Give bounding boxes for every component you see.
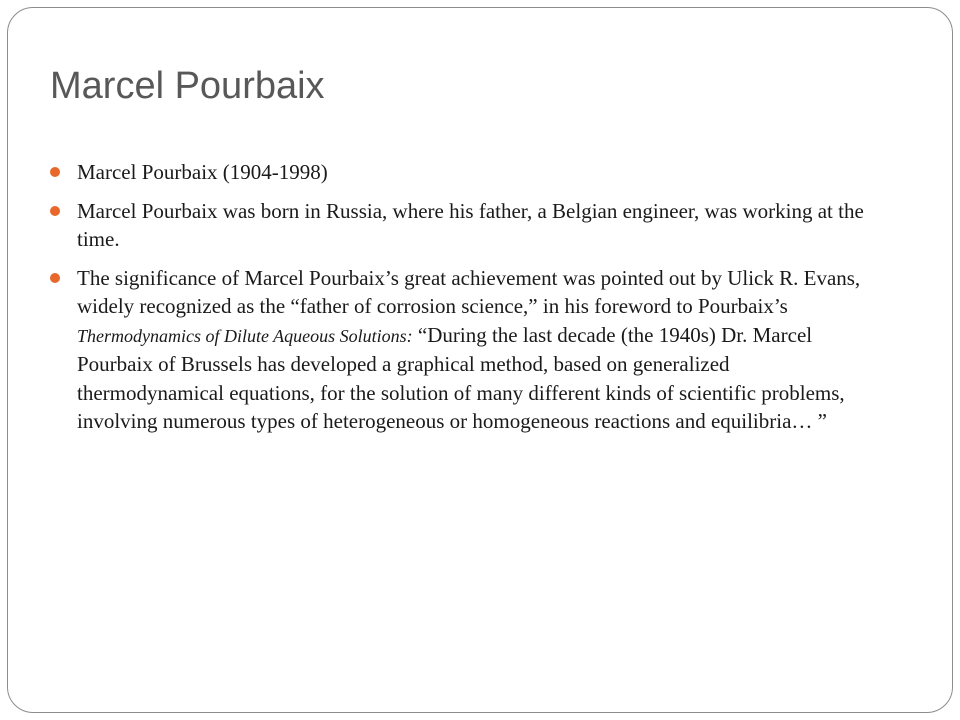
bullet-text: Marcel Pourbaix (1904-1998) xyxy=(77,160,328,184)
book-title: Thermodynamics of Dilute Aqueous Solutions: xyxy=(77,325,413,346)
bullet-dot-icon xyxy=(50,273,60,283)
bullet-item-birth xyxy=(50,197,870,254)
bullet-text: Marcel Pourbaix was born in Russia, where his father, a Belgian engineer, was working at the time. xyxy=(77,198,864,251)
bullet-item-dates xyxy=(50,158,870,187)
bullet-dot-icon xyxy=(50,206,60,216)
evans-quote: “During the last decade (the 1940s) Dr. Marcel Pourbaix of Brussels has developed a graphical method, based on generalized thermodynamical equations, for the solution of many different kinds of scientific problems, involving numerous types of heterogeneous or homogeneous reactions and equilibria… ” xyxy=(77,322,845,433)
bullet-item-significance xyxy=(50,264,870,436)
bullet-list xyxy=(50,158,870,446)
bullet-dot-icon xyxy=(50,167,60,177)
bullet-text-lead: The significance of Marcel Pourbaix’s great achievement was pointed out by Ulick R. Evans, widely recognized as the “father of corrosion science,” in his foreword to Pourbaix’s xyxy=(77,265,861,318)
slide-title: Marcel Pourbaix xyxy=(50,65,325,107)
